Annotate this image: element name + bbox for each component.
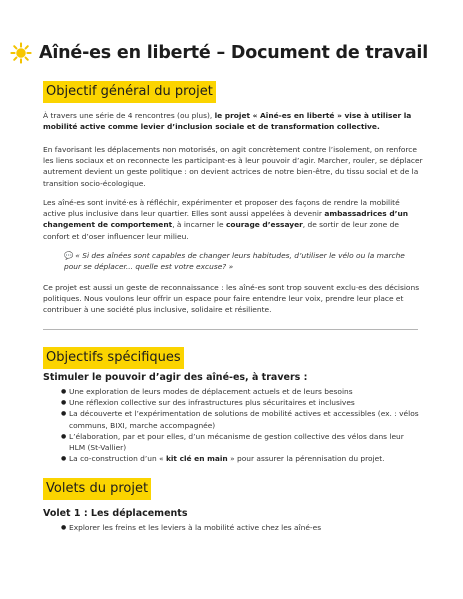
bullet-icon: ●: [61, 455, 67, 463]
list-item: [43, 408, 421, 430]
ambassadors-paragraph: [43, 197, 423, 242]
list-item: [43, 431, 421, 453]
subheading-pouvoir-agir: Stimuler le pouvoir d’agir des aîné-es, à travers :: [43, 372, 308, 383]
list-item: [43, 397, 421, 408]
text-segment: , à incarner le: [172, 220, 226, 230]
bold-text: ambassadrices d’un changement de comportement: [43, 209, 409, 230]
list-item: [43, 386, 421, 397]
section-heading-objectifs-specifiques: Objectifs spécifiques: [43, 347, 184, 369]
bullet-icon: ●: [61, 432, 67, 440]
list-item: [43, 453, 421, 464]
text-segment: Une exploration de leurs modes de déplacement actuels et de leurs besoins: [69, 387, 353, 396]
section-heading-objectif-general: Objectif général du projet: [43, 81, 216, 103]
volet-1-list: [43, 522, 421, 533]
quote-block: [64, 250, 420, 272]
bold-text: kit clé en main: [165, 454, 228, 464]
sun-icon: [10, 42, 32, 64]
quote-text: « Si des aînées sont capables de changer leurs habitudes, d’utiliser le vélo ou la marche pour se déplacer... quelle est votre excuse? »: [64, 251, 405, 272]
bullet-icon: ●: [61, 410, 67, 418]
text-segment: La découverte et l’expérimentation de solutions de mobilité actives et accessibles (ex. : vélos communs, BIXI, marche accompagnée): [69, 409, 419, 430]
text-segment: , de sortir de leur zone de confort et d’oser influencer leur milieu.: [43, 220, 399, 241]
text-segment: » pour assurer la pérennisation du projet.: [227, 454, 385, 464]
text-segment: Les aîné-es sont invité·es à réfléchir, expérimenter et proposer des façons de rendre la mobilité active plus inclusive dans leur quartier. Elles sont aussi appelées à devenir: [43, 198, 400, 219]
text-segment: À travers une série de 4 rencontres (ou plus),: [43, 111, 215, 120]
section-divider: [43, 329, 418, 330]
recognition-paragraph: Ce projet est aussi un geste de reconnaissance : les aîné-es sont trop souvent exclu·es des décisions politiques. Nous voulons leur offrir un espace pour faire entendre leur voix, prendre leur place et contribuer à une société plus inclusive, solidaire et résiliente.: [43, 283, 420, 315]
list-item: [43, 522, 421, 533]
bullet-icon: ●: [61, 399, 67, 407]
bold-text: courage d’essayer: [225, 220, 303, 230]
objectives-list: [43, 386, 421, 464]
speech-bubble-icon: 💬: [64, 251, 74, 260]
text-segment: Une réflexion collective sur des infrastructures plus sécuritaires et inclusives: [69, 398, 355, 408]
bullet-icon: ●: [61, 524, 67, 531]
text-segment: L’élaboration, par et pour elles, d’un mécanisme de gestion collective des vélos dans leur HLM (St-Vallier): [69, 431, 404, 453]
bold-text: le projet « Aîné-es en liberté » vise à utiliser la mobilité active comme levier d’inclusion sociale et de transformation collective.: [43, 111, 412, 132]
bullet-icon: ●: [61, 388, 67, 395]
text-segment: Explorer les freins et les leviers à la mobilité active chez les aîné-es: [69, 523, 322, 532]
subheading-volet-1: Volet 1 : Les déplacements: [43, 508, 188, 519]
mobility-paragraph: En favorisant les déplacements non motorisés, on agit concrètement contre l’isolement, on renforce les liens sociaux et on reconnecte les participant·es à leur pouvoir d’agir. Marcher, rouler, se déplacer autrement devient un geste politique : on devient actrices de notre bien-être, du tissu social et de la transition socio-écologique.: [43, 145, 423, 188]
section-heading-volets: Volets du projet: [43, 478, 151, 500]
intro-paragraph: [43, 110, 423, 132]
page-title: Aîné-es en liberté – Document de travail: [39, 43, 429, 63]
document-title: [10, 40, 428, 66]
text-segment: La co-construction d’un «: [69, 454, 166, 464]
